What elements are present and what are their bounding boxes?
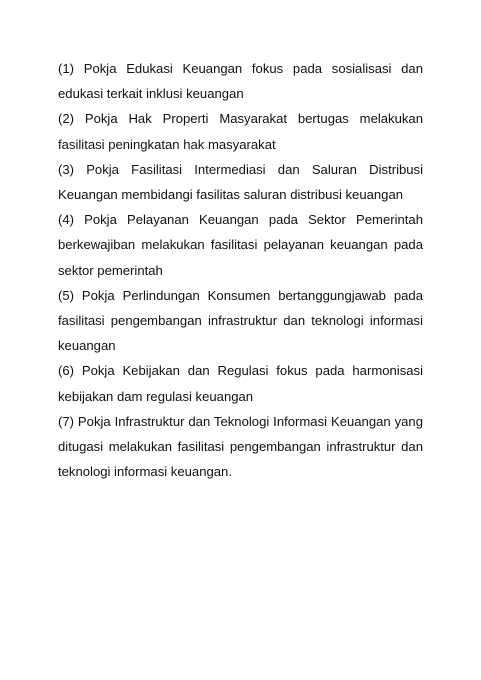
list-item-4: (4) Pokja Pelayanan Keuangan pada Sektor Pemerintah berkewajiban melakukan fasilitasi pelayanan keuangan pada sektor pemerintah — [58, 212, 423, 278]
list-item-6: (6) Pokja Kebijakan dan Regulasi fokus pada harmonisasi kebijakan dam regulasi keuangan — [58, 363, 423, 404]
list-item-5: (5) Pokja Perlindungan Konsumen bertanggungjawab pada fasilitasi pengembangan infrastruktur dan teknologi informasi keuangan — [58, 287, 423, 354]
list-item-1: (1) Pokja Edukasi Keuangan fokus pada sosialisasi dan edukasi terkait inklusi keuangan — [58, 61, 423, 102]
document-page — [58, 56, 423, 484]
list-item-3: (3) Pokja Fasilitasi Intermediasi dan Saluran Distribusi Keuangan membidangi fasilitas saluran distribusi keuangan — [58, 161, 423, 203]
list-item-7: (7) Pokja Infrastruktur dan Teknologi Informasi Keuangan yang ditugasi melakukan fasilitasi pengembangan infrastruktur dan teknologi informasi keuangan. — [58, 413, 423, 480]
list-item-2: (2) Pokja Hak Properti Masyarakat bertugas melakukan fasilitasi peningkatan hak masyarakat — [58, 111, 423, 152]
